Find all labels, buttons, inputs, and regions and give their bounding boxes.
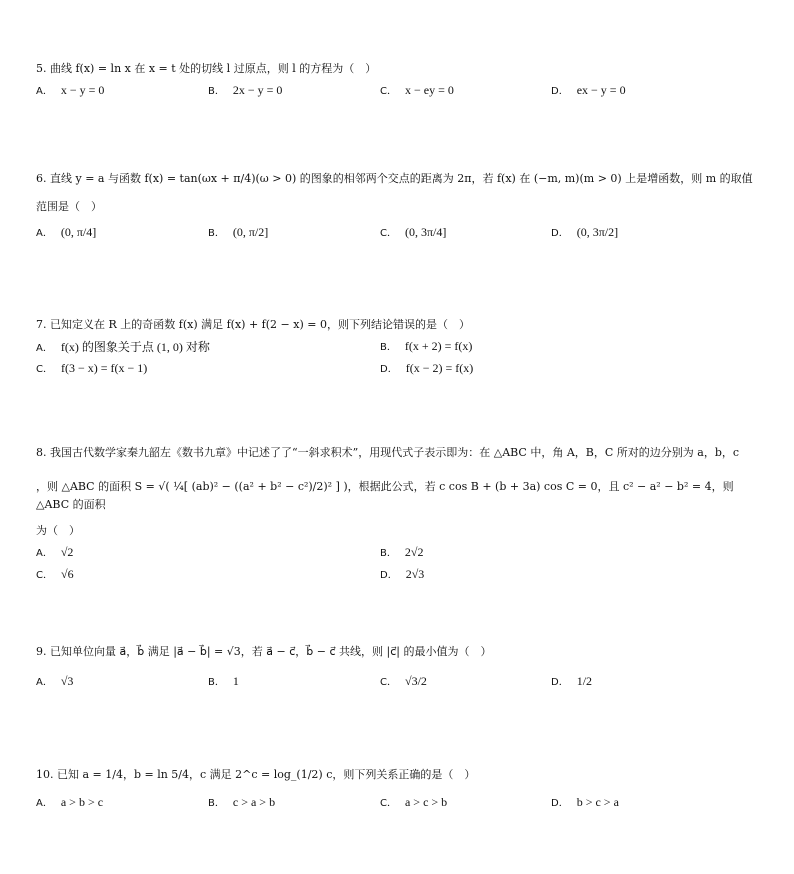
option-label: D．: [551, 677, 569, 688]
option-label: C．: [380, 798, 397, 809]
option-label: C．: [36, 364, 53, 375]
option-label: A．: [36, 343, 53, 354]
option-b[interactable]: [380, 544, 423, 560]
option-d[interactable]: [551, 794, 619, 810]
option-text: √6: [60, 567, 74, 581]
option-text: x − y = 0: [60, 83, 105, 97]
option-text: √3: [60, 674, 74, 688]
option-d[interactable]: [551, 224, 618, 240]
option-label: A．: [36, 798, 53, 809]
option-text: 1/2: [576, 674, 593, 688]
option-text: a > b > c: [60, 795, 104, 809]
option-label: B．: [380, 548, 397, 559]
options-row: [36, 566, 756, 584]
option-text: 1: [232, 674, 239, 688]
option-a[interactable]: [36, 338, 210, 355]
option-text: a > c > b: [404, 795, 448, 809]
option-label: D．: [551, 798, 569, 809]
option-c[interactable]: [36, 360, 147, 376]
option-label: B．: [208, 798, 225, 809]
option-b[interactable]: [208, 82, 282, 98]
option-text: x − ey = 0: [404, 83, 454, 97]
option-b[interactable]: [208, 673, 239, 689]
options-row: [36, 544, 756, 562]
option-label: A．: [36, 677, 53, 688]
question-7: [36, 316, 756, 378]
option-label: B．: [208, 677, 225, 688]
question-9: [36, 643, 756, 699]
option-d[interactable]: [551, 82, 626, 98]
option-c[interactable]: [36, 566, 74, 582]
question-stem: 5. 曲线 f(x) = ln x 在 x = t 处的切线 l 过原点，则 l 的方程为（ ）: [36, 62, 377, 75]
option-d[interactable]: [380, 360, 473, 376]
option-text: √2: [60, 545, 74, 559]
question-8: [36, 444, 756, 584]
option-text: c > a > b: [232, 795, 276, 809]
option-c[interactable]: [380, 224, 446, 240]
option-label: C．: [380, 86, 397, 97]
option-c[interactable]: [380, 794, 447, 810]
option-c[interactable]: [380, 82, 454, 98]
option-a[interactable]: [36, 794, 103, 810]
option-text: f(x) 的图象关于点 (1, 0) 对称: [60, 340, 210, 354]
options-row: [36, 338, 756, 356]
options-row: [36, 360, 756, 378]
option-b[interactable]: [208, 224, 268, 240]
option-text: (0, 3π/2]: [576, 225, 619, 239]
option-a[interactable]: [36, 544, 73, 560]
option-label: C．: [380, 228, 397, 239]
option-text: √3/2: [404, 674, 427, 688]
option-text: 2√3: [405, 567, 425, 581]
option-text: f(x + 2) = f(x): [404, 339, 473, 353]
option-label: B．: [380, 342, 397, 353]
question-stem-continued: ，则 △ABC 的面积 S = √( ¼[ (ab)² − ((a² + b² − c²)/2)² ] )，根据此公式，若 c cos B + (b + 3a) cos C = 0，且 c² − a² − b² = 4，则 △ABC 的面积: [36, 480, 734, 511]
option-a[interactable]: [36, 224, 96, 240]
option-label: D．: [551, 228, 569, 239]
option-d[interactable]: [551, 673, 592, 689]
option-text: (0, 3π/4]: [404, 225, 447, 239]
option-label: D．: [551, 86, 569, 97]
option-text: 2x − y = 0: [232, 83, 283, 97]
option-b[interactable]: [208, 794, 275, 810]
option-b[interactable]: [380, 338, 472, 354]
option-c[interactable]: [380, 673, 427, 689]
option-text: 2√2: [404, 545, 424, 559]
option-label: A．: [36, 548, 53, 559]
option-text: (0, π/2]: [232, 225, 269, 239]
option-label: D．: [380, 364, 398, 375]
option-label: D．: [380, 570, 398, 581]
options-row: [36, 673, 756, 699]
option-text: f(x − 2) = f(x): [405, 361, 474, 375]
question-stem: 7. 已知定义在 R 上的奇函数 f(x) 满足 f(x) + f(2 − x) = 0，则下列结论错误的是（ ）: [36, 318, 470, 331]
question-6: [36, 170, 756, 242]
option-label: B．: [208, 86, 225, 97]
options-row: [36, 82, 756, 100]
question-stem: 8. 我国古代数学家秦九韶左《数书九章》中记述了了“一斜求积术”，用现代式子表示即为：在 △ABC 中，角 A，B，C 所对的边分别为 a，b，c: [36, 446, 740, 459]
option-a[interactable]: [36, 82, 104, 98]
option-text: f(3 − x) = f(x − 1): [60, 361, 148, 375]
option-text: (0, π/4]: [60, 225, 97, 239]
option-text: ex − y = 0: [576, 83, 626, 97]
option-a[interactable]: [36, 673, 73, 689]
question-stem: 6. 直线 y = a 与函数 f(x) = tan(ωx + π/4)(ω > 0) 的图象的相邻两个交点的距离为 2π，若 f(x) 在 (−m, m)(m > 0) 上是增函数，则 m 的取值: [36, 172, 753, 185]
options-row: [36, 224, 756, 242]
question-stem: 10. 已知 a = 1/4，b = ln 5/4，c 满足 2^c = log_(1/2) c，则下列关系正确的是（ ）: [36, 768, 476, 781]
question-10: [36, 766, 756, 812]
options-row: [36, 794, 756, 812]
option-label: C．: [380, 677, 397, 688]
option-label: A．: [36, 228, 53, 239]
question-stem-end: 为（ ）: [36, 524, 80, 537]
option-text: b > c > a: [576, 795, 619, 809]
question-stem-continued: 范围是（ ）: [36, 200, 102, 213]
option-label: A．: [36, 86, 53, 97]
option-label: B．: [208, 228, 225, 239]
question-5: [36, 60, 756, 100]
question-stem: 9. 已知单位向量 a⃗，b⃗ 满足 |a⃗ − b⃗| = √3，若 a⃗ − c⃗，b⃗ − c⃗ 共线，则 |c⃗| 的最小值为（ ）: [36, 645, 492, 658]
option-label: C．: [36, 570, 53, 581]
option-d[interactable]: [380, 566, 424, 582]
